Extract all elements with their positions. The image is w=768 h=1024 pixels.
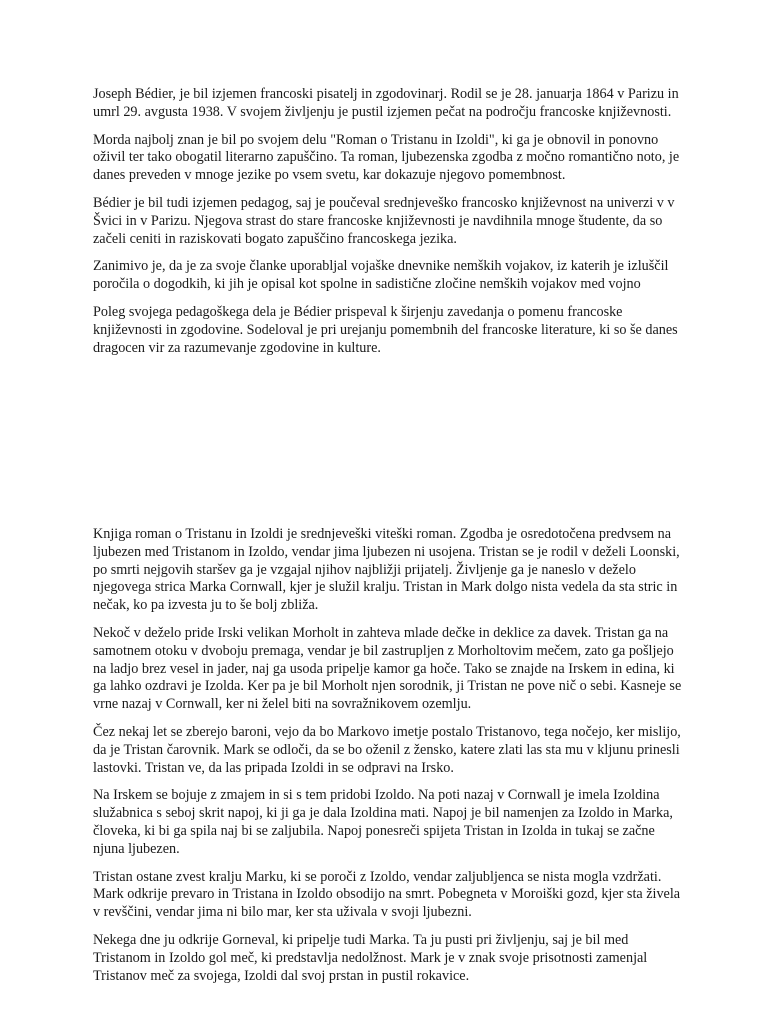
paragraph: Čez nekaj let se zberejo baroni, vejo da bo Markovo imetje postalo Tristanovo, tega nočejo, ker mislijo, da je Tristan čarovnik. Mark se odloči, da se bo oženil z žensko, katere zlati las sta mu v kljunu prinesli lastovki. Tristan ve, da las pripada Izoldi in se odpravi na Irsko. [93, 723, 681, 776]
summary-section [93, 526, 683, 985]
paragraph: Zanimivo je, da je za svoje članke uporabljal vojaške dnevnike nemških vojakov, iz katerih je izluščil poročila o dogodkih, ki jih je opisal kot spolne in sadistične zločine nemških vojakov med vojno [93, 258, 669, 293]
biography-section [93, 86, 683, 446]
document-page [93, 86, 683, 995]
paragraph: Nekega dne ju odkrije Gorneval, ki pripelje tudi Marka. Ta ju pusti pri življenju, saj je bil med Tristanom in Izoldo gol meč, ki predstavlja nedolžnost. Mark je v znak svoje prisotnosti zamenjal Tristanov meč za svojega, Izoldi dal svoj prstan in pustil rokavice. [93, 931, 648, 984]
paragraph: Morda najbolj znan je bil po svojem delu "Roman o Tristanu in Izoldi", ki ga je obnovil in ponovno oživil ter tako obogatil literarno zapuščino. Ta roman, ljubezenska zgodba z močno romantično noto, je danes preveden v mnoge jezike po vsem svetu, kar dokazuje njegovo pomembnost. [93, 131, 680, 184]
paragraph: Tristan ostane zvest kralju Marku, ki se poroči z Izoldo, vendar zaljubljenca se nista mogla vzdržati. Mark odkrije prevaro in Tristana in Izoldo obsodijo na smrt. Pobegneta v Moroiški gozd, kjer sta živela v revščini, vendar jima ni bilo mar, ker sta uživala v svoji ljubezni. [93, 868, 681, 921]
paragraph: Knjiga roman o Tristanu in Izoldi je srednjeveški viteški roman. Zgodba je osredotočena predvsem na ljubezen med Tristanom in Izoldo, vendar jima ljubezen ni usojena. Tristan se je rodil v deželi Loonski, po smrti nejgovih staršev ga je vzgajal njihov najbližji prijatelj. Življenje ga je naneslo v deželo njegovega strica Marka Cornwall, kjer je služil kralju. Tristan in Mark dolgo nista vedela da sta stric in nečak, ko pa izvesta ju to še bolj zbliža. [93, 526, 680, 614]
paragraph: Bédier je bil tudi izjemen pedagog, saj je poučeval srednjeveško francosko književnost na univerzi v v Švici in v Parizu. Njegova strast do stare francoske književnosti je navdihnila mnoge študente, da so začeli ceniti in raziskovati bogato zapuščino francoskega jezika. [93, 194, 675, 247]
paragraph: Na Irskem se bojuje z zmajem in si s tem pridobi Izoldo. Na poti nazaj v Cornwall je imela Izoldina služabnica s seboj skrit napoj, ki ji ga je dala Izoldina mati. Napoj je bil namenjen za Izoldo in Marka, človeka, ki bi ga spila naj bi se zaljubila. Napoj ponesreči spijeta Tristan in Izolda in tukaj se začne njuna ljubezen. [93, 787, 673, 857]
paragraph: Joseph Bédier, je bil izjemen francoski pisatelj in zgodovinarj. Rodil se je 28. januarja 1864 v Parizu in umrl 29. avgusta 1938. V svojem življenju je pustil izjemen pečat na področju francoske književnosti. [93, 86, 679, 120]
paragraph: Poleg svojega pedagoškega dela je Bédier prispeval k širjenju zavedanja o pomenu francoske književnosti in zgodovine. Sodeloval je pri urejanju pomembnih del francoske literature, ki so še danes dragocen vir za razumevanje zgodovine in kulture. [93, 303, 678, 356]
blank-space [93, 446, 683, 526]
paragraph: Nekoč v deželo pride Irski velikan Morholt in zahteva mlade dečke in deklice za davek. Tristan ga na samotnem otoku v dvoboju premaga, vendar je bil zastrupljen z Morholtovim mečem, zato ga pošljejo na ladjo brez vesel in jader, naj ga usoda pripelje kamor ga hoče. Tako se znajde na Irskem in edina, ki ga lahko ozdravi je Izolda. Ker pa je bil Morholt njen sorodnik, ji Tristan ne pove nič o sebi. Kasneje se vrne nazaj v Cornwall, ker ni želel biti na sovražnikovem ozemlju. [93, 624, 682, 713]
